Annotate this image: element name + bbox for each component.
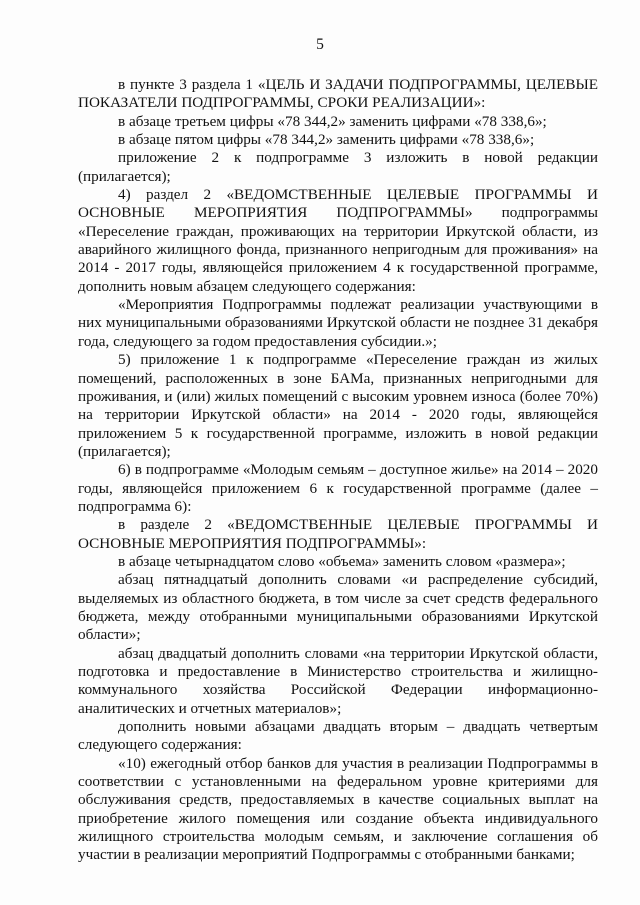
paragraph-item-5: 5) приложение 1 к подпрограмме «Переселение граждан из жилых помещений, расположенных в зоне БАМа, признанных непригодными для проживания, и (или) жилых помещений с высоким уровнем износа (более 70%) на территории Иркутской области» на 2014 - 2020 годы, являющейся приложением 5 к государственной программе, изложить в новой редакции (прилагается); (78, 351, 598, 460)
paragraph-item-10: «10) ежегодный отбор банков для участия в реализации Подпрограммы в соответствии с установленными на федеральном уровне критериями для обслуживания средств, предоставляемых в качестве социальных выплат на приобретение жилого помещения или создание объекта индивидуального жилищного строительства молодым семьям, и заключение соглашения об участии в реализации мероприятий Подпрограммы с отобранными банками; (78, 754, 598, 864)
paragraph-fifteenth-abzac: абзац пятнадцатый дополнить словами «и распределение субсидий, выделяемых из областного бюджета, в том числе за счет средств федерального бюджета, между отобранными муниципальными образованиями Иркутской области»; (78, 571, 598, 644)
paragraph-appendix2: приложение 2 к подпрограмме 3 изложить в новой редакции (прилагается); (78, 149, 598, 185)
paragraph-item-6: 6) в подпрограмме «Молодым семьям – доступное жилье» на 2014 – 2020 годы, являющейся приложением 6 к государственной программе (далее – подпрограмма 6): (78, 461, 598, 515)
paragraph-third-abzac: в абзаце третьем цифры «78 344,2» заменить цифрами «78 338,6»; (118, 112, 547, 130)
document-body (78, 76, 598, 865)
paragraph-fifth-abzac: в абзаце пятом цифры «78 344,2» заменить цифрами «78 338,6»; (118, 131, 535, 149)
paragraph-new-abzacs: дополнить новыми абзацами двадцать вторым – двадцать четвертым следующего содержания: (78, 718, 598, 754)
paragraph-quote-measures: «Мероприятия Подпрограммы подлежат реализации участвующими в них муниципальными образованиями Иркутской области не позднее 31 декабря года, следующего за годом предоставления субсидии.»; (78, 296, 598, 350)
paragraph-section2-intro: в разделе 2 «ВЕДОМСТВЕННЫЕ ЦЕЛЕВЫЕ ПРОГРАММЫ И ОСНОВНЫЕ МЕРОПРИЯТИЯ ПОДПРОГРАММЫ»: (78, 516, 598, 552)
paragraph-twentieth-abzac: абзац двадцатый дополнить словами «на территории Иркутской области, подготовка и предоставление в Министерство строительства и жилищно-коммунального хозяйства Российской Федерации информационно-аналитических и отчетных материалов»; (78, 644, 598, 717)
paragraph-fourteenth-abzac: в абзаце четырнадцатом слово «объема» заменить словом «размера»; (118, 552, 566, 570)
page-number: 5 (316, 36, 324, 53)
paragraph-item-4: 4) раздел 2 «ВЕДОМСТВЕННЫЕ ЦЕЛЕВЫЕ ПРОГРАММЫ И ОСНОВНЫЕ МЕРОПРИЯТИЯ ПОДПРОГРАММЫ» подпрограммы «Переселение граждан, проживающих на территории Иркутской области, из аварийного жилищного фонда, признанного непригодным для проживания» на 2014 - 2017 годы, являющейся приложением 4 к государственной программе, дополнить новым абзацем следующего содержания: (78, 186, 598, 295)
paragraph-section1-intro: в пункте 3 раздела 1 «ЦЕЛЬ И ЗАДАЧИ ПОДПРОГРАММЫ, ЦЕЛЕВЫЕ ПОКАЗАТЕЛИ ПОДПРОГРАММЫ, СРОКИ РЕАЛИЗАЦИИ»: (78, 76, 598, 112)
